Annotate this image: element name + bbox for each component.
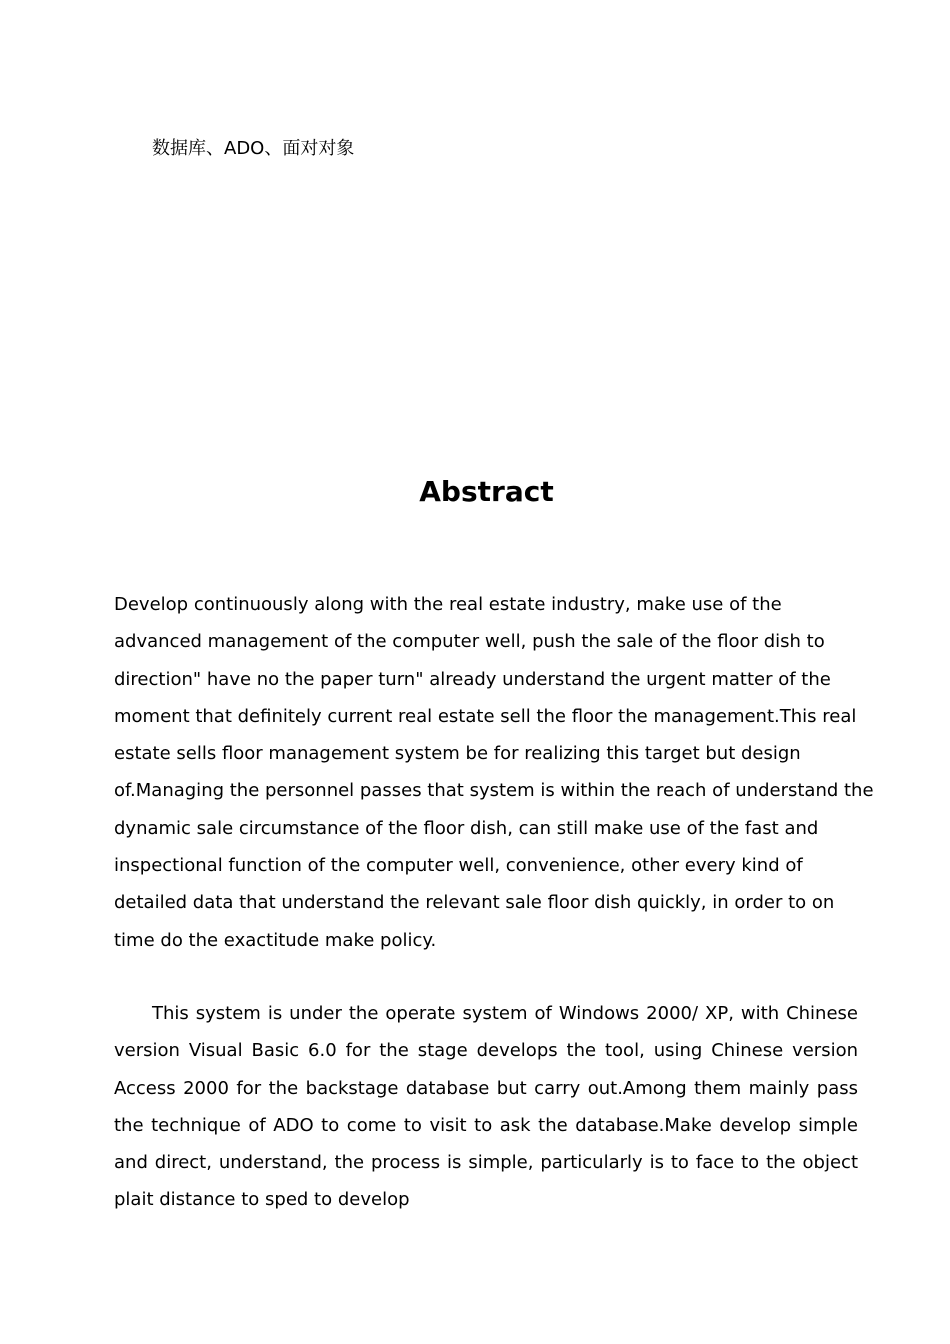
abstract-paragraph-1: Develop continuously along with the real estate industry, make use of the advanced management of the computer well, push the sale of the floor dish to direction" have no the paper turn" already understand the urgent matter of the moment that definitely current real estate sell the floor the management.This real estate sells floor management system be for realizing this target but design of.Managing the personnel passes that system is within the reach of understand the dynamic sale circumstance of the floor dish, can still make use of the fast and inspectional function of the computer well, convenience, other every kind of detailed data that understand the relevant sale floor dish quickly, in order to on time do the exactitude make policy. (114, 594, 874, 951)
abstract-paragraph-2: This system is under the operate system of Windows 2000/ XP, with Chinese version Visual Basic 6.0 for the stage develops the tool, using Chinese version Access 2000 for the backstage database but carry out.Among them mainly pass the technique of ADO to come to visit to ask the database.Make develop simple and direct, understand, the process is simple, particularly is to face to the object plait distance to sped to develop (114, 1003, 858, 1211)
abstract-heading: Abstract (419, 475, 554, 508)
keywords-line: 数据库、ADO、面对对象 (152, 138, 355, 159)
